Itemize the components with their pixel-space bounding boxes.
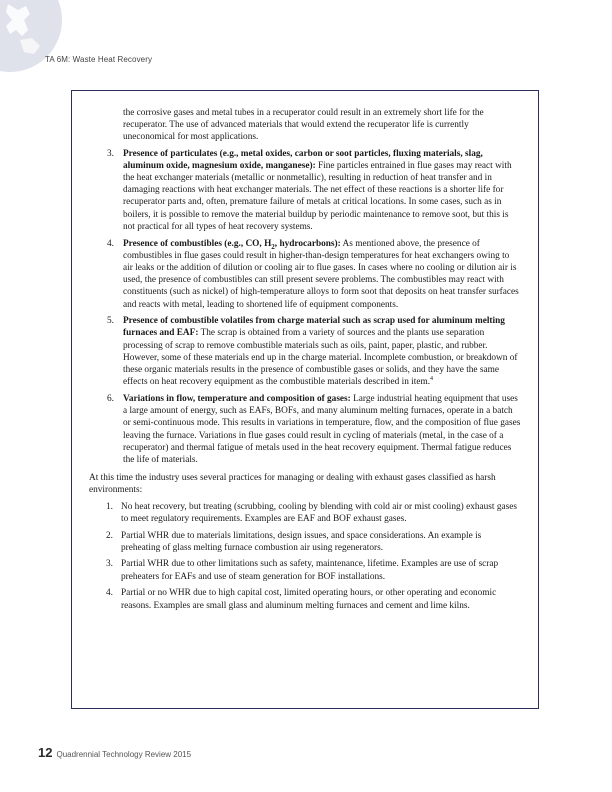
item-heading: Presence of particulates (e.g., metal oxides, carbon or soot particles, fluxing materials, slag, aluminum oxide, magnesium oxide, manganese): xyxy=(123,148,483,171)
practices-intro: At this time the industry uses several practices for managing or dealing with exhaust gases classified as harsh environments: xyxy=(89,473,496,496)
item-heading: Presence of combustibles (e.g., CO, $H_2$, hydrocarbons): xyxy=(123,238,341,251)
list-item xyxy=(89,501,521,525)
item-body: As mentioned above, the presence of combustibles in flue gases could result in higher-than-design temperatures for heat exchangers owing to air leaks or the addition of dilution or cooling air to flue gases. In cases where no cooling or dilution air is used, the presence of combustibles can still present severe problems. The combustibles may react with constituents (such as nickel) of high-temperature alloys to form soot that deposits on heat transfer surfaces and reacts with metal, leading to shortened life of equipment components. xyxy=(123,238,519,310)
page-number: 12 xyxy=(38,745,53,760)
list-item xyxy=(89,148,521,233)
section-header: TA 6M: Waste Heat Recovery xyxy=(45,55,153,64)
item-text: Partial WHR due to materials limitations, design issues, and space considerations. An example is preheating of glass melting furnace combustion air using regenerators. xyxy=(121,530,482,553)
list-item xyxy=(89,238,521,311)
item-text: Partial WHR due to other limitations such as safety, maintenance, lifetime. Examples are use of scrap preheaters for EAFs and use of steam generation for BOF installations. xyxy=(121,559,499,582)
item-number: 6. xyxy=(107,393,114,404)
item-number: 3. xyxy=(106,559,113,570)
publication-title: Quadrennial Technology Review 2015 xyxy=(56,750,192,759)
item-heading: Presence of combustible volatiles from charge material such as scrap used for aluminum melting furnaces and EAF: xyxy=(123,316,505,339)
list-item xyxy=(89,558,521,582)
item-number: 5. xyxy=(107,316,114,327)
list-item xyxy=(89,587,521,611)
continuation-paragraph: the corrosive gases and metal tubes in a recuperator could result in an extremely short life for the recuperator. The use of advanced materials that would extend the recuperator life is currently uneconomical for most applications. xyxy=(123,108,484,143)
body-text xyxy=(89,107,521,616)
item-text: No heat recovery, but treating (scrubbing, cooling by blending with cold air or mist cooling) exhaust gases to meet regulatory requirements. Examples are EAF and BOF exhaust gases. xyxy=(121,501,517,524)
item-body: Fine particles entrained in flue gases may react with the heat exchanger materials (metallic or nonmetallic), resulting in reduction of heat transfer and in damaging reactions with heat exchanger materials. The net effect of these reactions is a shorter life for recuperator parts and, often, premature failure of metals at critical locations. In some cases, such as in boilers, it is possible to remove the material buildup by periodic maintenance to remove soot, but this is not practical for all types of heat recovery systems. xyxy=(123,160,512,232)
item-text: Partial or no WHR due to high capital cost, limited operating hours, or other operating and economic reasons. Examples are small glass and aluminum melting furnaces and cement and lime kilns. xyxy=(121,588,497,611)
item-body: Large industrial heating equipment that uses a large amount of energy, such as EAFs, BOFs, and many aluminum melting furnaces, operate in a batch or semi-continuous mode. This results in variations in temperature, flow, and the composition of flue gases leaving the furnace. Variations in flue gases could result in cycling of materials (metal, in the case of a recuperator) and thermal fatigue of metals used in the heat recovery equipment. Thermal fatigue reduces the life of materials. xyxy=(123,393,521,465)
list-item xyxy=(89,393,521,466)
industry-practices-list xyxy=(89,501,521,612)
item-number: 1. xyxy=(106,501,113,512)
footnote-ref[interactable]: 4 xyxy=(430,376,434,383)
page-footer xyxy=(38,744,191,762)
harsh-environment-issues-list xyxy=(89,148,521,467)
doe-seal-logo xyxy=(0,0,64,80)
item-heading: Variations in flow, temperature and composition of gases: xyxy=(123,393,351,404)
item-number: 3. xyxy=(107,148,114,159)
item-number: 2. xyxy=(106,530,113,541)
item-number: 4. xyxy=(106,588,113,599)
list-item xyxy=(89,315,521,388)
item-number: 4. xyxy=(107,238,114,249)
list-item xyxy=(89,530,521,554)
item-body: The scrap is obtained from a variety of sources and the plants use separation processing of scrap to remove combustible materials such as oils, paint, paper, plastic, and rubber. However, some of these materials end up in the charge material. Incomplete combustion, or breakdown of these organic materials results in the presence of combustible gases or solids, and they have the same effects on heat recovery equipment as the combustible materials described in item. xyxy=(123,328,518,388)
